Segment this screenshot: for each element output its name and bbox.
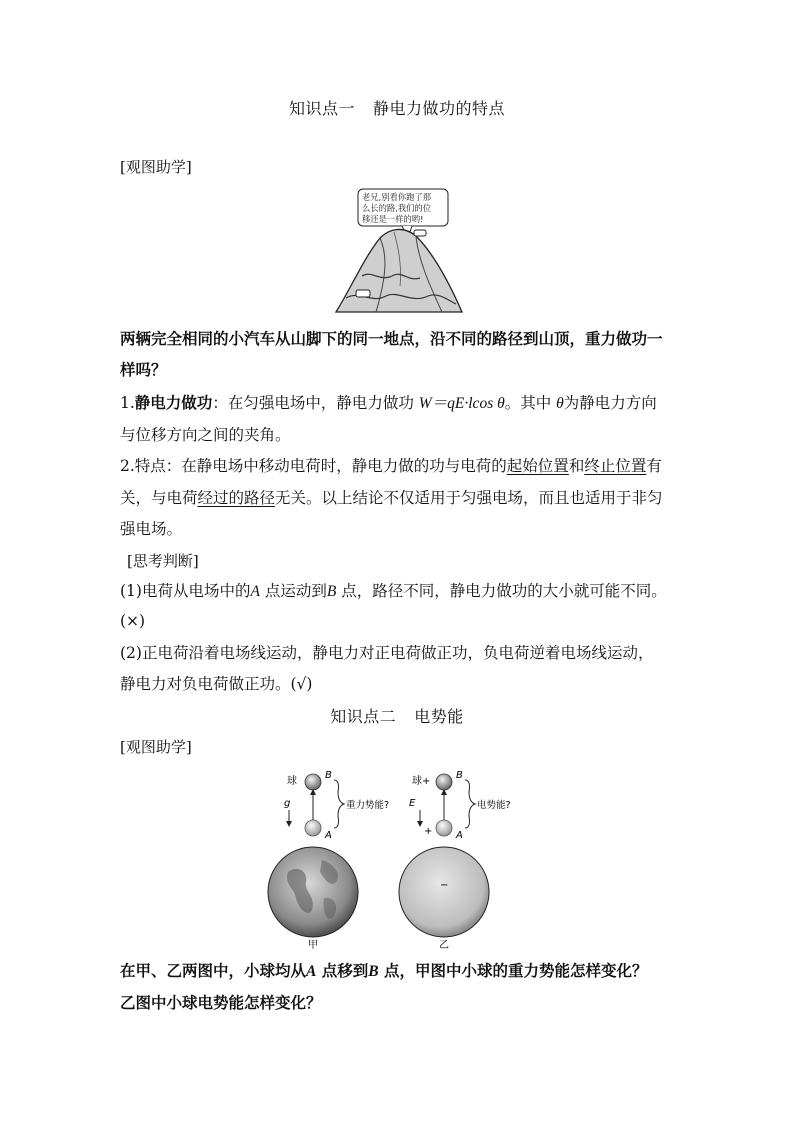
point2-text-d: 无关。以上结论不仅适用于匀强电场，而且也适用于非匀: [275, 489, 663, 507]
electric-figure: [399, 770, 511, 950]
section2-title-prefix: 知识点二: [330, 707, 397, 726]
judgement1-text-b: 点，路径不同，静电力做功的大小就可能不同。: [336, 582, 667, 600]
sphere-minus-sign: −: [440, 880, 449, 891]
judgement1-line1: [120, 580, 680, 603]
point2-line3: 强电场。: [120, 520, 183, 538]
right-ball-b: [436, 774, 452, 790]
energy-comparison-figure: [262, 768, 532, 950]
electric-energy-label: 电势能?: [477, 800, 511, 811]
point1-line1: [120, 392, 680, 415]
start-position-term: 起始位置: [506, 457, 569, 475]
right-ball-a: [436, 820, 452, 836]
section2-question-text-b: 点移到: [316, 961, 369, 980]
point-a-label: A: [250, 583, 260, 600]
section1-title-text: 静电力做功的特点: [373, 99, 506, 118]
earth-globe: [268, 847, 358, 937]
work-formula: W＝qE·lcos θ: [418, 395, 505, 412]
question-point-a: A: [306, 963, 317, 980]
point2-and: 和: [568, 457, 585, 475]
judgement2-line1: (2)正电荷沿着电场线运动，静电力对正电荷做正功，负电荷逆着电场线运动，: [120, 644, 654, 662]
right-ball-label: 球+: [412, 776, 431, 787]
point1-text-a: ：在匀强电场中，静电力做功: [212, 394, 419, 412]
left-ball-label: 球: [287, 776, 297, 787]
right-a-label: A: [456, 830, 463, 841]
left-brace: [334, 780, 344, 828]
section1-title: [0, 96, 794, 119]
section2-question-line2: 乙图中小球电势能怎样变化？: [120, 993, 322, 1012]
question-point-b: B: [368, 963, 379, 980]
bubble-line-1: 老兄,别看你跑了那: [362, 192, 432, 202]
gravity-energy-label: 重力势能?: [346, 800, 390, 811]
section1-title-prefix: 知识点一: [288, 99, 355, 118]
point-b-label: B: [326, 583, 337, 600]
right-caption: 乙: [439, 940, 449, 950]
path-term: 经过的路径: [197, 489, 276, 507]
point2-text-a: 2.特点：在静电场中移动电荷时，静电力做的功与电荷的: [120, 457, 507, 475]
judgement1-text-mid: 点运动到: [259, 582, 327, 600]
section2-guide-label: [观图助学]: [120, 738, 192, 756]
left-a-label: A: [325, 830, 332, 841]
theta-symbol: θ: [556, 395, 564, 412]
section1-guide-label: [观图助学]: [120, 158, 192, 176]
field-e-label: E: [409, 798, 416, 809]
section2-title: [0, 704, 794, 727]
point1-text-b: 。其中: [504, 394, 557, 412]
gravity-g-label: g: [284, 798, 291, 809]
mountain-cars-cartoon: [332, 186, 466, 314]
judgement1-text-a: (1)电荷从电场中的: [120, 582, 251, 600]
right-b-label: B: [456, 770, 463, 781]
charged-sphere: [399, 847, 489, 937]
gravity-figure: [268, 770, 389, 950]
section2-question-line1: [120, 960, 680, 983]
point2-text-b: 有: [646, 457, 662, 475]
point2-line2: [120, 487, 680, 509]
point2-text-c: 关，与电荷: [120, 489, 198, 507]
left-caption: 甲: [308, 940, 318, 950]
section1-question-line2: 样吗？: [120, 360, 167, 379]
left-ball-b: [305, 774, 321, 790]
point1-line2: 与位移方向之间的夹角。: [120, 426, 291, 444]
section2-title-text: 电势能: [414, 707, 464, 726]
section2-question-text-c: 点，甲图中小球的重力势能怎样变化？: [378, 961, 648, 980]
left-b-label: B: [325, 770, 332, 781]
left-ball-a: [305, 820, 321, 836]
end-position-term: 终止位置: [584, 457, 647, 475]
right-brace: [465, 780, 475, 828]
point1-text-c: 为静电力方向: [563, 394, 657, 412]
judgement1-answer: (×): [120, 612, 146, 630]
bubble-line-3: 移还是一样的哟!: [362, 214, 424, 224]
point1-term: 静电力做功: [134, 393, 213, 412]
think-judge-label: [思考判断]: [127, 552, 199, 570]
bubble-line-2: 么长的路,我们的位: [362, 203, 432, 213]
point1-number: 1.: [120, 394, 135, 412]
section1-question-line1: 两辆完全相同的小汽车从山脚下的同一地点，沿不同的路径到山顶，重力做功一: [120, 329, 663, 348]
section2-question-text-a: 在甲、乙两图中，小球均从: [120, 961, 307, 980]
point2-line1: [120, 455, 680, 477]
right-a-plus: +: [424, 826, 433, 837]
judgement2-line2: 静电力对负电荷做正功。(√): [120, 675, 313, 693]
